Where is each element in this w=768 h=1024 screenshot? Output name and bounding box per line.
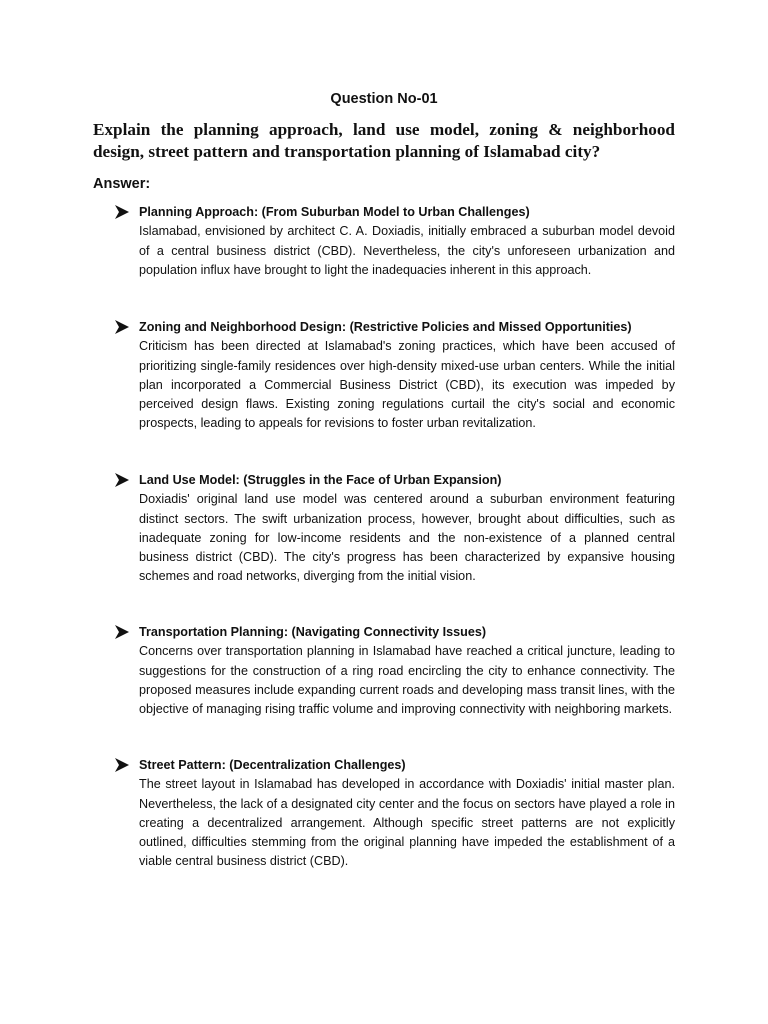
section-body: Criticism has been directed at Islamabad's zoning practices, which have been accused of prioritizing single-family residences over high-density mixed-use urban centers. While the initial plan incorporated a Commercial Business District (CBD), its execution was impeded by perceived design flaws. Existing zoning regulations curtail the city's social and economic prospects, leading to appeals for revisions to foster urban revitalization. [139, 339, 675, 431]
section-planning-approach [114, 203, 675, 280]
arrowhead-bullet-icon [114, 319, 130, 335]
section-transportation-planning [114, 623, 675, 719]
arrowhead-bullet-icon [114, 472, 130, 488]
section-heading: Zoning and Neighborhood Design: (Restrictive Policies and Missed Opportunities) [139, 320, 632, 334]
section-zoning-neighborhood [114, 318, 675, 434]
section-body: The street layout in Islamabad has developed in accordance with Doxiadis' initial master plan. Nevertheless, the lack of a designated city center and the focus on sectors have played a role in creating a decentralized arrangement. Although specific street patterns are not explicitly outlined, difficulties stemming from the original planning have impeded the establishment of a viable central business district (CBD). [139, 777, 675, 869]
section-body: Concerns over transportation planning in Islamabad have reached a critical juncture, leading to suggestions for the construction of a ring road encircling the city to enhance connectivity. The proposed measures include expanding current roads and developing mass transit lines, with the objective of managing rising traffic volume and improving connectivity with neighboring markets. [139, 644, 675, 717]
section-body: Islamabad, envisioned by architect C. A. Doxiadis, initially embraced a suburban model devoid of a central business district (CBD). Nevertheless, the city's unforeseen urbanization and population influx have brought to light the inadequacies inherent in this approach. [139, 224, 675, 277]
section-land-use-model [114, 471, 675, 587]
section-heading: Land Use Model: (Struggles in the Face of Urban Expansion) [139, 473, 502, 487]
arrowhead-bullet-icon [114, 204, 130, 220]
section-street-pattern [114, 756, 675, 872]
question-title: Question No-01 [330, 91, 438, 107]
arrowhead-bullet-icon [114, 624, 130, 640]
section-body: Doxiadis' original land use model was centered around a suburban environment featuring distinct sectors. The swift urbanization process, however, brought about difficulties, such as inadequate zoning for low-income residents and the non-existence of a planned central business district (CBD). The city's progress has been characterized by expansive housing schemes and road networks, diverging from the initial vision. [139, 492, 675, 584]
arrowhead-bullet-icon [114, 757, 130, 773]
section-heading: Transportation Planning: (Navigating Connectivity Issues) [139, 625, 487, 639]
section-heading: Planning Approach: (From Suburban Model to Urban Challenges) [139, 205, 530, 219]
section-heading: Street Pattern: (Decentralization Challenges) [139, 758, 406, 772]
answer-label: Answer: [93, 176, 151, 192]
question-text: Explain the planning approach, land use model, zoning & neighborhood design, street pattern and transportation planning of Islamabad city? [93, 120, 675, 161]
